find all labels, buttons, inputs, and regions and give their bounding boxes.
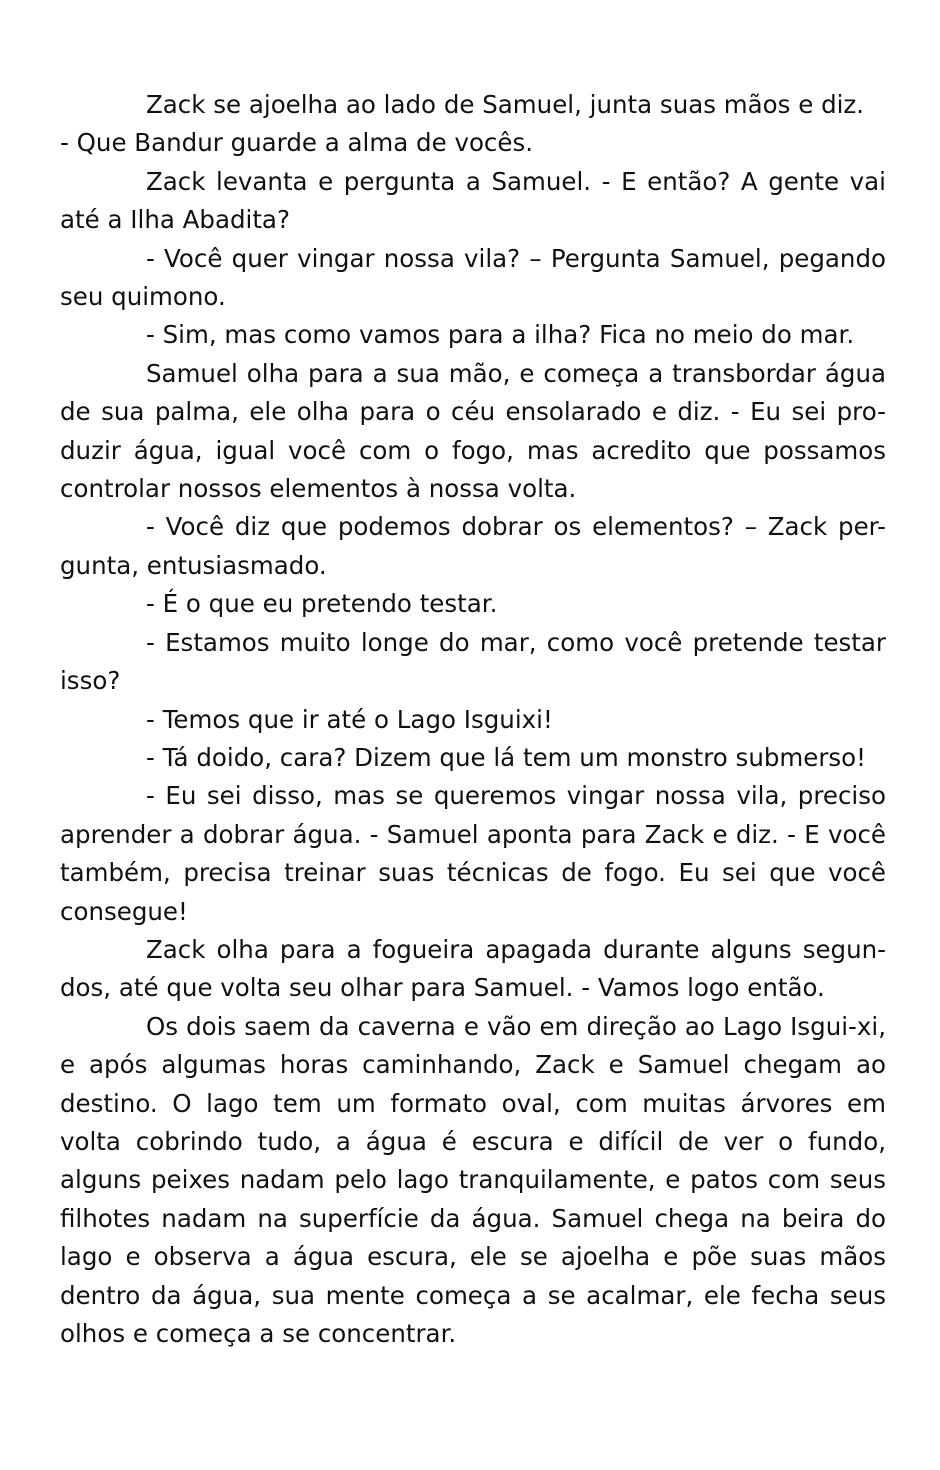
paragraph-3: Zack levanta e pergunta a Samuel. - E então? A gente vai até a Ilha Abadita? <box>60 166 886 235</box>
paragraph-10: - Temos que ir até o Lago Isguixi! <box>146 704 553 734</box>
paragraph-6: Samuel olha para a sua mão, e começa a transbordar água de sua palma, ele olha para o céu ensolarado e diz. - Eu sei pro-duzir água, igual você com o fogo, mas acredito que possamos controlar nossos elementos à nossa volta. <box>60 358 886 504</box>
paragraph-13: Zack olha para a fogueira apagada durante alguns segun-dos, até que volta seu olhar para Samuel. - Vamos logo então. <box>60 934 886 1003</box>
paragraph-9: - Estamos muito longe do mar, como você pretende testar isso? <box>60 627 886 696</box>
paragraph-8: - É o que eu pretendo testar. <box>146 589 498 619</box>
book-page-text <box>60 86 886 1353</box>
paragraph-4: - Você quer vingar nossa vila? – Pergunta Samuel, pegando seu quimono. <box>60 243 886 312</box>
paragraph-14: Os dois saem da caverna e vão em direção ao Lago Isgui-xi, e após algumas horas caminhando, Zack e Samuel chegam ao destino. O lago tem um formato oval, com muitas árvores em volta cobrindo tudo, a água é escura e difícil de ver o fundo, alguns peixes nadam pelo lago tranquilamente, e patos com seus filhotes nadam na superfície da água. Samuel chega na beira do lago e observa a água escura, ele se ajoelha e põe suas mãos dentro da água, sua mente começa a se acalmar, ele fecha seus olhos e começa a se concentrar. <box>60 1011 886 1348</box>
paragraph-5: - Sim, mas como vamos para a ilha? Fica no meio do mar. <box>146 320 855 350</box>
paragraph-12: - Eu sei disso, mas se queremos vingar nossa vila, preciso aprender a dobrar água. - Samuel aponta para Zack e diz. - E você também, precisa treinar suas técnicas de fogo. Eu sei que você consegue! <box>60 781 886 926</box>
paragraph-2: - Que Bandur guarde a alma de vocês. <box>60 128 534 158</box>
paragraph-7: - Você diz que podemos dobrar os elementos? – Zack per-gunta, entusiasmado. <box>60 512 886 580</box>
paragraph-11: - Tá doido, cara? Dizem que lá tem um monstro submerso! <box>146 742 866 772</box>
paragraph-1: Zack se ajoelha ao lado de Samuel, junta suas mãos e diz. <box>146 90 865 119</box>
